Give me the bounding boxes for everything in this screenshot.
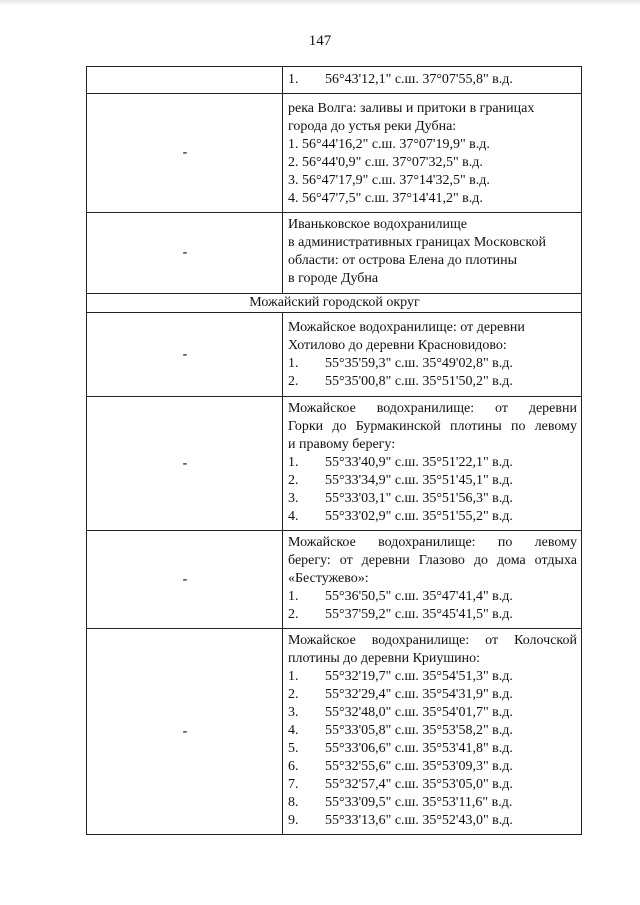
description-line <box>288 270 577 288</box>
line-text: 55°32'48,0" с.ш. 35°54'01,7" в.д. <box>325 705 513 720</box>
line-text: Можайское водохранилище: от Колочской <box>288 633 577 648</box>
page-number: 147 <box>308 33 332 49</box>
item-number: 4. <box>288 509 299 524</box>
line-text: 55°33'40,9" с.ш. 35°51'22,1" в.д. <box>325 455 513 470</box>
line-text: 55°33'03,1" с.ш. 35°51'56,3" в.д. <box>325 491 513 506</box>
coordinate-line <box>288 668 577 686</box>
row-marker-cell <box>87 94 283 213</box>
item-number: 1. <box>288 72 299 87</box>
coordinate-line <box>288 776 577 794</box>
line-text: в административных границах Московской <box>288 235 546 250</box>
line-text: 55°37'59,2" с.ш. 35°45'41,5" в.д. <box>325 607 513 622</box>
description-line <box>288 570 577 588</box>
scan-edge <box>0 0 640 6</box>
line-text: река Волга: заливы и притоки в границах <box>288 101 535 116</box>
line-text: Можайское водохранилище: от деревни <box>288 401 577 416</box>
coordinate-line <box>288 606 577 624</box>
description-cell <box>283 397 582 531</box>
item-number: 6. <box>288 759 299 774</box>
description-cell <box>283 313 582 397</box>
line-text: 56°43'12,1" с.ш. 37°07'55,8" в.д. <box>325 72 513 87</box>
line-text: 55°35'59,3" с.ш. 35°49'02,8" в.д. <box>325 356 513 371</box>
line-text: Можайское водохранилище: по левому <box>288 535 577 550</box>
line-text: 55°33'34,9" с.ш. 35°51'45,1" в.д. <box>325 473 513 488</box>
description-line <box>288 400 577 418</box>
item-number: 2. <box>288 687 299 702</box>
item-number: 2. <box>288 473 299 488</box>
line-text: 3. 56°47'17,9" с.ш. 37°14'32,5" в.д. <box>288 173 490 188</box>
table-row <box>87 397 582 531</box>
line-text: 55°33'13,6" с.ш. 35°52'43,0" в.д. <box>325 813 513 828</box>
description-line <box>288 632 577 650</box>
coordinate-line <box>288 588 577 606</box>
table-row <box>87 531 582 629</box>
description-line <box>288 534 577 552</box>
description-line <box>288 234 577 252</box>
description-line <box>288 252 577 270</box>
line-text: 55°35'00,8" с.ш. 35°51'50,2" в.д. <box>325 374 513 389</box>
item-number: 1. <box>288 669 299 684</box>
coordinate-line <box>288 722 577 740</box>
description-cell <box>283 531 582 629</box>
description-line <box>288 172 577 190</box>
line-text: 55°33'09,5" с.ш. 35°53'11,6" в.д. <box>325 795 513 810</box>
row-marker-cell <box>87 397 283 531</box>
line-text: 55°33'05,8" с.ш. 35°53'58,2" в.д. <box>325 723 513 738</box>
row-marker-cell <box>87 531 283 629</box>
line-text: Можайское водохранилище: от деревни <box>288 320 525 335</box>
coordinate-line <box>288 490 577 508</box>
coordinate-line <box>288 794 577 812</box>
item-number: 1. <box>288 589 299 604</box>
line-text: 55°32'57,4" с.ш. 35°53'05,0" в.д. <box>325 777 513 792</box>
item-number: 1. <box>288 356 299 371</box>
line-text: плотины до деревни Криушино: <box>288 651 481 666</box>
line-text: 1. 56°44'16,2" с.ш. 37°07'19,9" в.д. <box>288 137 490 152</box>
table-row <box>87 67 582 94</box>
line-text: 55°33'06,6" с.ш. 35°53'41,8" в.д. <box>325 741 513 756</box>
item-number: 1. <box>288 455 299 470</box>
description-line <box>288 319 577 337</box>
coordinate-line <box>288 758 577 776</box>
description-line <box>288 552 577 570</box>
description-line <box>288 216 577 234</box>
line-text: Хотилово до деревни Красновидово: <box>288 338 507 353</box>
row-marker: - <box>182 455 188 471</box>
line-text: 4. 56°47'7,5" с.ш. 37°14'41,2" в.д. <box>288 191 483 206</box>
coordinate-line <box>288 454 577 472</box>
description-line <box>288 154 577 172</box>
line-text: 55°32'29,4" с.ш. 35°54'31,9" в.д. <box>325 687 513 702</box>
description-line <box>288 650 577 668</box>
item-number: 2. <box>288 607 299 622</box>
line-text: берегу: от деревни Глазово до дома отдыха <box>288 553 577 568</box>
coordinate-line <box>288 740 577 758</box>
row-marker: - <box>182 723 188 739</box>
row-marker: - <box>182 145 188 160</box>
line-text: «Бестужево»: <box>288 571 369 586</box>
description-cell <box>283 213 582 294</box>
description-line <box>288 118 577 136</box>
line-text: и правому берегу: <box>288 437 396 452</box>
item-number: 9. <box>288 813 299 828</box>
row-marker-cell <box>87 67 283 94</box>
description-cell <box>283 67 582 94</box>
line-text: 55°36'50,5" с.ш. 35°47'41,4" в.д. <box>325 589 513 604</box>
item-number: 3. <box>288 705 299 720</box>
coordinate-line <box>288 704 577 722</box>
item-number: 5. <box>288 741 299 756</box>
coordinate-line <box>288 812 577 830</box>
line-text: 55°32'19,7" с.ш. 35°54'51,3" в.д. <box>325 669 513 684</box>
row-marker-cell <box>87 313 283 397</box>
section-header: Можайский городской округ <box>87 294 582 313</box>
description-line <box>288 418 577 436</box>
row-marker: - <box>182 245 188 260</box>
description-line <box>288 136 577 154</box>
table-row <box>87 213 582 294</box>
row-marker-cell <box>87 629 283 835</box>
item-number: 2. <box>288 374 299 389</box>
item-number: 8. <box>288 795 299 810</box>
line-text: 55°32'55,6" с.ш. 35°53'09,3" в.д. <box>325 759 513 774</box>
description-cell <box>283 629 582 835</box>
coordinate-line <box>288 71 577 89</box>
row-marker: - <box>182 571 188 587</box>
line-text: 55°33'02,9" с.ш. 35°51'55,2" в.д. <box>325 509 513 524</box>
coordinates-table <box>86 66 582 835</box>
description-line <box>288 100 577 118</box>
line-text: Горки до Бурмакинской плотины по левому <box>288 419 577 434</box>
table-row <box>87 629 582 835</box>
coordinate-line <box>288 355 577 373</box>
table-row <box>87 294 582 313</box>
description-line <box>288 337 577 355</box>
coordinate-line <box>288 373 577 391</box>
description-line <box>288 190 577 208</box>
line-text: Иваньковское водохранилище <box>288 217 467 232</box>
item-number: 3. <box>288 491 299 506</box>
line-text: в городе Дубна <box>288 271 379 286</box>
line-text: области: от острова Елена до плотины <box>288 253 517 268</box>
coordinate-line <box>288 508 577 526</box>
table-row <box>87 94 582 213</box>
description-line <box>288 436 577 454</box>
table-row <box>87 313 582 397</box>
coordinate-line <box>288 472 577 490</box>
description-cell <box>283 94 582 213</box>
item-number: 4. <box>288 723 299 738</box>
row-marker: - <box>182 346 188 362</box>
row-marker-cell <box>87 213 283 294</box>
line-text: города до устья реки Дубна: <box>288 119 457 134</box>
line-text: 2. 56°44'0,9" с.ш. 37°07'32,5" в.д. <box>288 155 483 170</box>
coordinate-line <box>288 686 577 704</box>
item-number: 7. <box>288 777 299 792</box>
